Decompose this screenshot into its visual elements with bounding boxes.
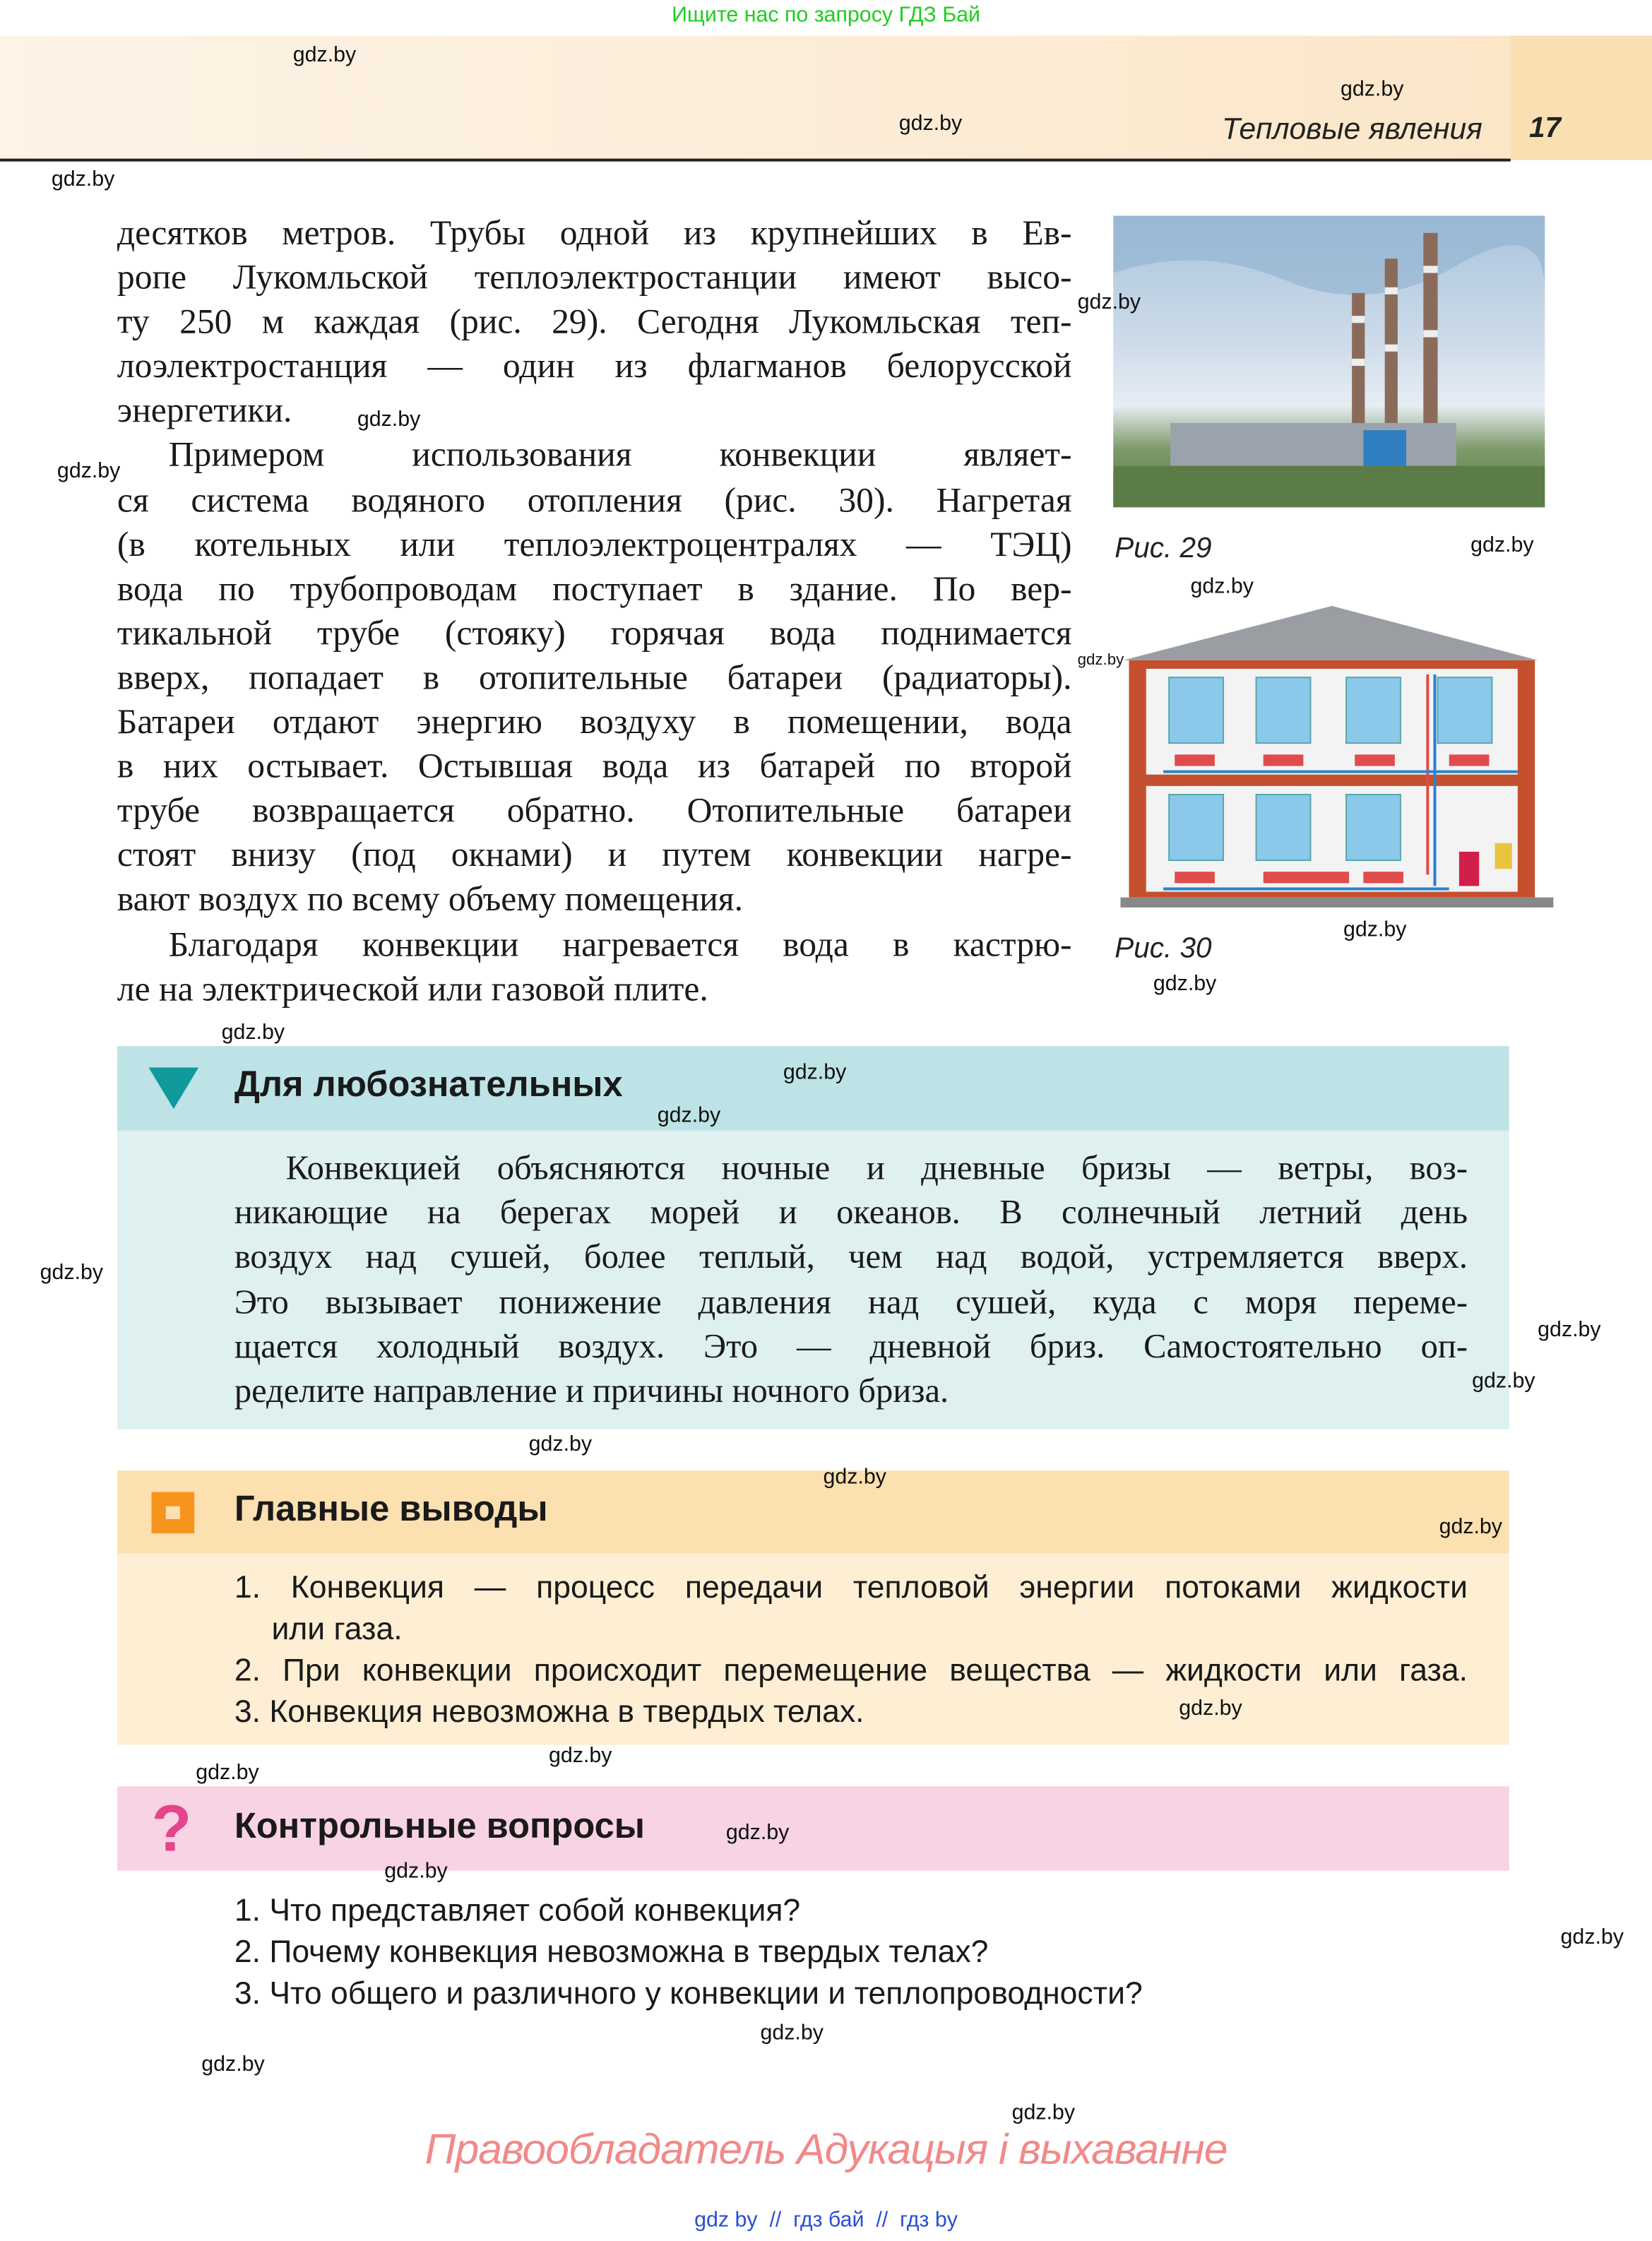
list-item: или газа. — [271, 1610, 403, 1646]
watermark: gdz.by — [384, 1859, 448, 1884]
conclusions-list — [234, 1567, 1468, 1732]
text-line: Это вызывает понижение давления над сушей, куда с моря переме- — [234, 1284, 1468, 1321]
watermark: gdz.by — [657, 1103, 721, 1128]
text-line: энергетики. — [117, 392, 292, 431]
watermark: gdz.by — [548, 1743, 612, 1768]
text-line: Батареи отдают энергию воздуху в помещении, вода — [117, 703, 1072, 742]
fig30-caption: Рис. 30 — [1115, 933, 1212, 965]
text-line: вода по трубопроводам поступает в здание. По вер- — [117, 569, 1072, 609]
text-line: ределите направление и причины ночного бриза. — [234, 1373, 949, 1411]
text-line: Примером использования конвекции являет- — [168, 436, 1072, 475]
watermark: gdz.by — [760, 2021, 824, 2045]
watermark: gdz.by — [1077, 651, 1124, 669]
watermark: gdz.by — [221, 1020, 285, 1045]
watermark: gdz.by — [292, 42, 357, 68]
watermark: gdz.by — [1343, 917, 1407, 942]
curious-text — [234, 1148, 1468, 1415]
watermark: gdz.by — [783, 1060, 847, 1085]
watermark: gdz.by — [1179, 1696, 1242, 1721]
watermark: gdz.by — [1011, 2100, 1076, 2125]
copyright-notice: Правообладатель Адукацыя і выхаванне — [424, 2126, 1228, 2174]
conclusions-title: Главные выводы — [234, 1489, 548, 1530]
text-line: ропе Лукомльской теплоэлектростанции имеют высо- — [117, 258, 1072, 298]
fig29-caption: Рис. 29 — [1115, 533, 1212, 565]
watermark: gdz.by — [1153, 971, 1217, 997]
text-line: трубе возвращается обратно. Отопительные батареи — [117, 792, 1072, 831]
watermark: gdz.by — [357, 407, 421, 432]
text-line: тикальной трубе (стояку) горячая вода поднимается — [117, 614, 1072, 653]
text-line: вверх, попадает в отопительные батареи (радиаторы). — [117, 658, 1072, 698]
text-line: Конвекцией объясняются ночные и дневные бризы — ветры, воз- — [285, 1150, 1468, 1188]
text-line: в них остывает. Остывшая вода из батарей по второй — [117, 747, 1072, 787]
square-icon — [151, 1492, 194, 1533]
heating-system-diagram — [1120, 603, 1553, 910]
text-line: ту 250 м каждая (рис. 29). Сегодня Лукомльская теп- — [117, 303, 1072, 342]
watermark: gdz.by — [1472, 1369, 1535, 1393]
watermark: gdz.by — [1190, 574, 1254, 599]
text-line: (в котельных или теплоэлектроцентралях — ТЭЦ) — [117, 525, 1072, 564]
text-line: воздух над сушей, более теплый, чем над водой, устремляется вверх. — [234, 1240, 1468, 1277]
list-item: 2. При конвекции происходит перемещение вещества — жидкости или газа. — [234, 1652, 1468, 1688]
questions-list — [234, 1889, 1468, 2014]
text-line: стоят внизу (под окнами) и путем конвекции нагре- — [117, 836, 1072, 875]
text-line: ле на электрической или газовой плите. — [117, 970, 708, 1009]
text-line: вают воздух по всему объему помещения. — [117, 881, 743, 920]
watermark: gdz.by — [57, 458, 121, 483]
power-plant-photo — [1113, 216, 1545, 508]
section-title: Тепловые явления — [1222, 112, 1482, 146]
list-item: 1. Что представляет собой конвекция? — [234, 1891, 801, 1928]
questions-title: Контрольные вопросы — [234, 1806, 646, 1847]
watermark: gdz.by — [528, 1432, 593, 1456]
list-item: 3. Что общего и различного у конвекции и теплопроводности? — [234, 1975, 1143, 2011]
text-line: никающие на берегах морей и океанов. В солнечный летний день — [234, 1194, 1468, 1232]
watermark: gdz.by — [40, 1260, 104, 1285]
curious-title: Для любознательных — [234, 1064, 623, 1105]
list-item: 1. Конвекция — процесс передачи тепловой энергии потоками жидкости — [234, 1569, 1468, 1605]
text-line: щается холодный воздух. Это — дневной бриз. Самостоятельно оп- — [234, 1328, 1468, 1366]
watermark: gdz.by — [1470, 533, 1534, 558]
watermark: gdz.by — [1340, 77, 1404, 102]
list-item: 3. Конвекция невозможна в твердых телах. — [234, 1693, 864, 1730]
page-number: 17 — [1529, 112, 1562, 145]
triangle-icon — [148, 1067, 198, 1109]
list-item: 2. Почему конвекция невозможна в твердых телах? — [234, 1933, 989, 1970]
text-line: лоэлектростанция — один из флагманов белорусской — [117, 347, 1072, 386]
watermark: gdz.by — [1439, 1514, 1503, 1540]
question-mark-icon: ? — [151, 1790, 192, 1865]
watermark: gdz.by — [201, 2052, 265, 2077]
text-line: Благодаря конвекции нагревается вода в кастрю- — [168, 925, 1072, 964]
search-hint: Ищите нас по запросу ГДЗ Бай — [672, 3, 980, 28]
watermark: gdz.by — [823, 1464, 886, 1490]
main-text — [117, 211, 1072, 1011]
watermark: gdz.by — [725, 1820, 790, 1845]
footer-links[interactable]: gdz by // гдз бай // гдз by — [694, 2208, 958, 2233]
header-rule — [0, 159, 1511, 162]
watermark: gdz.by — [51, 167, 115, 192]
watermark: gdz.by — [1077, 290, 1141, 315]
text-line: ся система водяного отопления (рис. 30). Нагретая — [117, 481, 1072, 520]
text-line: десятков метров. Трубы одной из крупнейших в Ев- — [117, 214, 1072, 254]
watermark: gdz.by — [1538, 1317, 1601, 1342]
watermark: gdz.by — [898, 111, 963, 136]
watermark: gdz.by — [196, 1760, 259, 1785]
watermark: gdz.by — [1560, 1925, 1624, 1949]
